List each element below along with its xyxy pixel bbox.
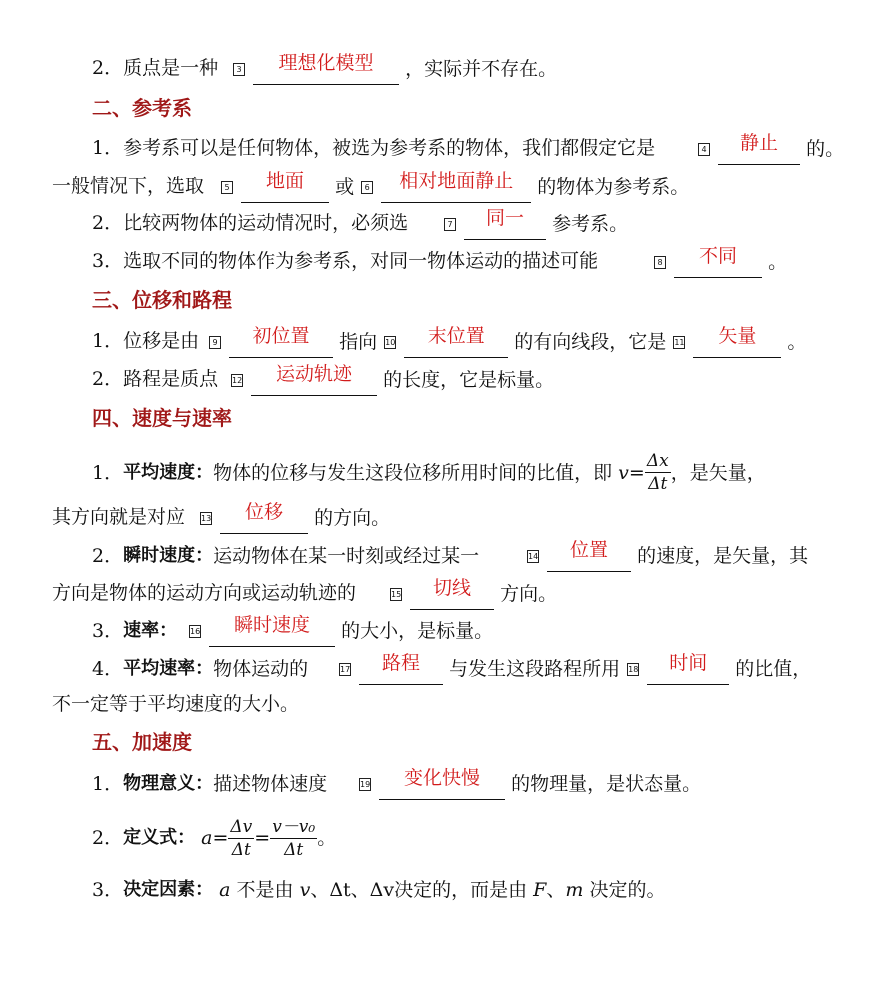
text: 的比值， [735,658,812,680]
blank-number-box: 17 [340,664,351,674]
blank-number-box: 13 [201,513,212,523]
fraction-denominator: Δt [231,839,251,860]
statement-reference-frame-1a [0,131,870,165]
answer-text: 同一 [486,206,525,229]
text: 2． [92,827,124,849]
math-a: a [219,879,231,901]
text: 方向。 [500,583,558,605]
answer-text: 位移 [245,500,284,523]
text: 的方向。 [314,507,391,529]
text: 的大小，是标量。 [341,620,494,642]
answer-blank[interactable] [253,51,399,85]
text: 1． [92,461,124,484]
blank-number-box: 18 [628,664,639,674]
answer-text: 瞬时速度 [234,613,311,636]
text: 指向 [339,331,378,353]
text: 一般情况下，选取 [52,175,205,197]
text: 2．路程是质点 [92,368,219,390]
text: 物体的位移与发生这段位移所用时间的比值，即 [213,461,613,484]
blank-number-box: 10 [385,337,396,347]
answer-blank[interactable] [464,206,546,240]
blank-number-box: 16 [190,626,201,636]
answer-text: 末位置 [427,324,485,347]
blank-number-box: 6 [361,181,373,194]
text: 4． [92,658,124,680]
answer-text: 路程 [382,651,421,674]
answer-text: 位置 [570,538,609,561]
text: 、 [546,879,566,901]
statement-acceleration-meaning [0,766,870,800]
statement-instant-velocity-b [0,576,870,610]
answer-blank[interactable] [379,766,505,800]
blank-number-box: 8 [654,256,666,269]
text: 的物体为参考系。 [537,176,690,198]
section-heading-acceleration: 五、加速度 [92,730,192,754]
blank-number-box: 3 [233,63,245,76]
fraction-denominator: Δt [284,839,304,860]
term-average-velocity: 平均速度： [123,461,214,483]
text: 的物理量，是状态量。 [511,773,702,795]
term-speed: 速率： [123,620,178,641]
text: 1． [92,773,124,795]
blank-number-box: 12 [232,375,243,385]
fraction-v-minus-v0-dt [270,816,317,861]
term-determining-factors: 决定因素： [123,879,214,900]
answer-text: 时间 [669,651,708,674]
text: 方向是物体的运动方向或运动轨迹的 [52,582,357,604]
answer-blank[interactable] [410,576,494,610]
section-heading-velocity: 四、速度与速率 [92,406,232,430]
math-v: v [618,461,629,484]
text: 1．参考系可以是任何物体，被选为参考系的物体，我们都假定它是 [92,137,656,159]
text: 2．质点是一种 [92,57,219,79]
text: 。 [317,827,337,849]
math-equals: = [254,827,271,849]
fraction-numerator: v－v₀ [272,816,316,837]
answer-blank[interactable] [251,362,377,396]
math-equals: = [212,827,229,849]
answer-blank[interactable] [381,169,531,203]
answer-blank[interactable] [404,324,508,358]
answer-text: 运动轨迹 [276,362,353,385]
fraction-denominator: Δt [648,474,668,494]
statement-displacement-1 [0,324,870,358]
term-physical-meaning: 物理意义： [123,773,214,794]
statement-average-velocity-b [0,500,870,534]
text: 的速度，是矢量，其 [637,545,809,567]
statement-reference-frame-1b [0,169,870,203]
section-heading-reference-frame: 二、参考系 [92,96,192,120]
text: 描述物体速度 [213,773,328,795]
answer-text: 不同 [699,244,738,267]
term-instant-velocity: 瞬时速度： [123,545,214,566]
section-heading-displacement: 三、位移和路程 [92,288,232,312]
answer-text: 地面 [266,169,305,192]
text: 2． [92,545,124,567]
statement-distance-2 [0,362,870,396]
fraction-dx-dt [645,450,671,495]
text: 决定的。 [589,879,666,901]
statement-average-velocity-a [0,450,870,494]
blank-number-box: 9 [209,336,221,349]
answer-text: 变化快慢 [404,766,481,789]
statement-speed [0,613,870,647]
text: 物体运动的 [213,658,309,680]
text: 的长度，它是标量。 [383,369,555,391]
answer-blank[interactable] [674,244,762,278]
blank-number-box: 14 [528,551,539,561]
answer-text: 矢量 [718,324,757,347]
statement-instant-velocity-a [0,538,870,572]
fraction-numerator: Δv [230,816,253,837]
blank-number-box: 7 [444,218,456,231]
statement-acceleration-definition [0,813,870,861]
answer-text: 初位置 [252,324,310,347]
answer-blank[interactable] [241,169,329,203]
text: 3． [92,879,124,901]
answer-text: 理想化模型 [278,51,374,74]
text: 或 [335,176,355,198]
text: 的。 [806,138,845,160]
answer-blank[interactable] [209,613,335,647]
answer-blank[interactable] [359,651,443,685]
math-f: F [533,879,547,901]
statement-reference-frame-3 [0,244,870,278]
blank-number-box: 11 [674,337,685,347]
answer-text: 静止 [740,131,779,154]
text: 其方向就是对应 [52,506,186,528]
text: 。 [787,331,807,353]
math-equals: = [628,461,645,484]
answer-blank[interactable] [693,324,781,358]
text: 3．选取不同的物体作为参考系，对同一物体运动的描述可能 [92,250,599,272]
text: ，实际并不存在。 [405,58,558,80]
term-average-speed: 平均速率： [123,658,214,679]
text: 参考系。 [552,213,629,235]
text: 与发生这段路程所用 [449,658,621,680]
text: 、Δt、Δv决定的，而是由 [310,879,528,901]
answer-blank[interactable] [547,538,631,572]
math-v: v [299,879,311,901]
statement-average-speed-b [0,687,870,721]
answer-text: 相对地面静止 [399,169,514,192]
blank-number-box: 15 [391,589,402,599]
text: 。 [768,251,788,273]
statement-average-speed-a [0,651,870,685]
text: ，是矢量， [670,461,766,484]
text: 3． [92,620,124,642]
fraction-dv-dt [228,816,254,861]
blank-number-box: 5 [221,181,233,194]
math-a: a [201,827,213,849]
math-m: m [565,879,584,901]
answer-blank[interactable] [220,500,308,534]
statement-particle-model [0,51,870,85]
blank-number-box: 4 [698,143,710,156]
text: 不一定等于平均速度的大小。 [52,693,300,715]
text: 不是由 [236,879,294,901]
answer-blank[interactable] [647,651,729,685]
answer-text: 切线 [433,576,472,599]
text: 的有向线段，它是 [514,331,667,353]
statement-reference-frame-2 [0,206,870,240]
text: 运动物体在某一时刻或经过某一 [213,545,480,567]
fraction-numerator: Δx [646,451,669,471]
blank-number-box: 19 [360,779,371,789]
text: 1．位移是由 [92,330,200,352]
answer-blank[interactable] [718,131,800,165]
statement-acceleration-factors [0,872,870,906]
text: 2．比较两物体的运动情况时，必须选 [92,212,409,234]
answer-blank[interactable] [229,324,333,358]
term-definition: 定义式： [123,827,196,848]
